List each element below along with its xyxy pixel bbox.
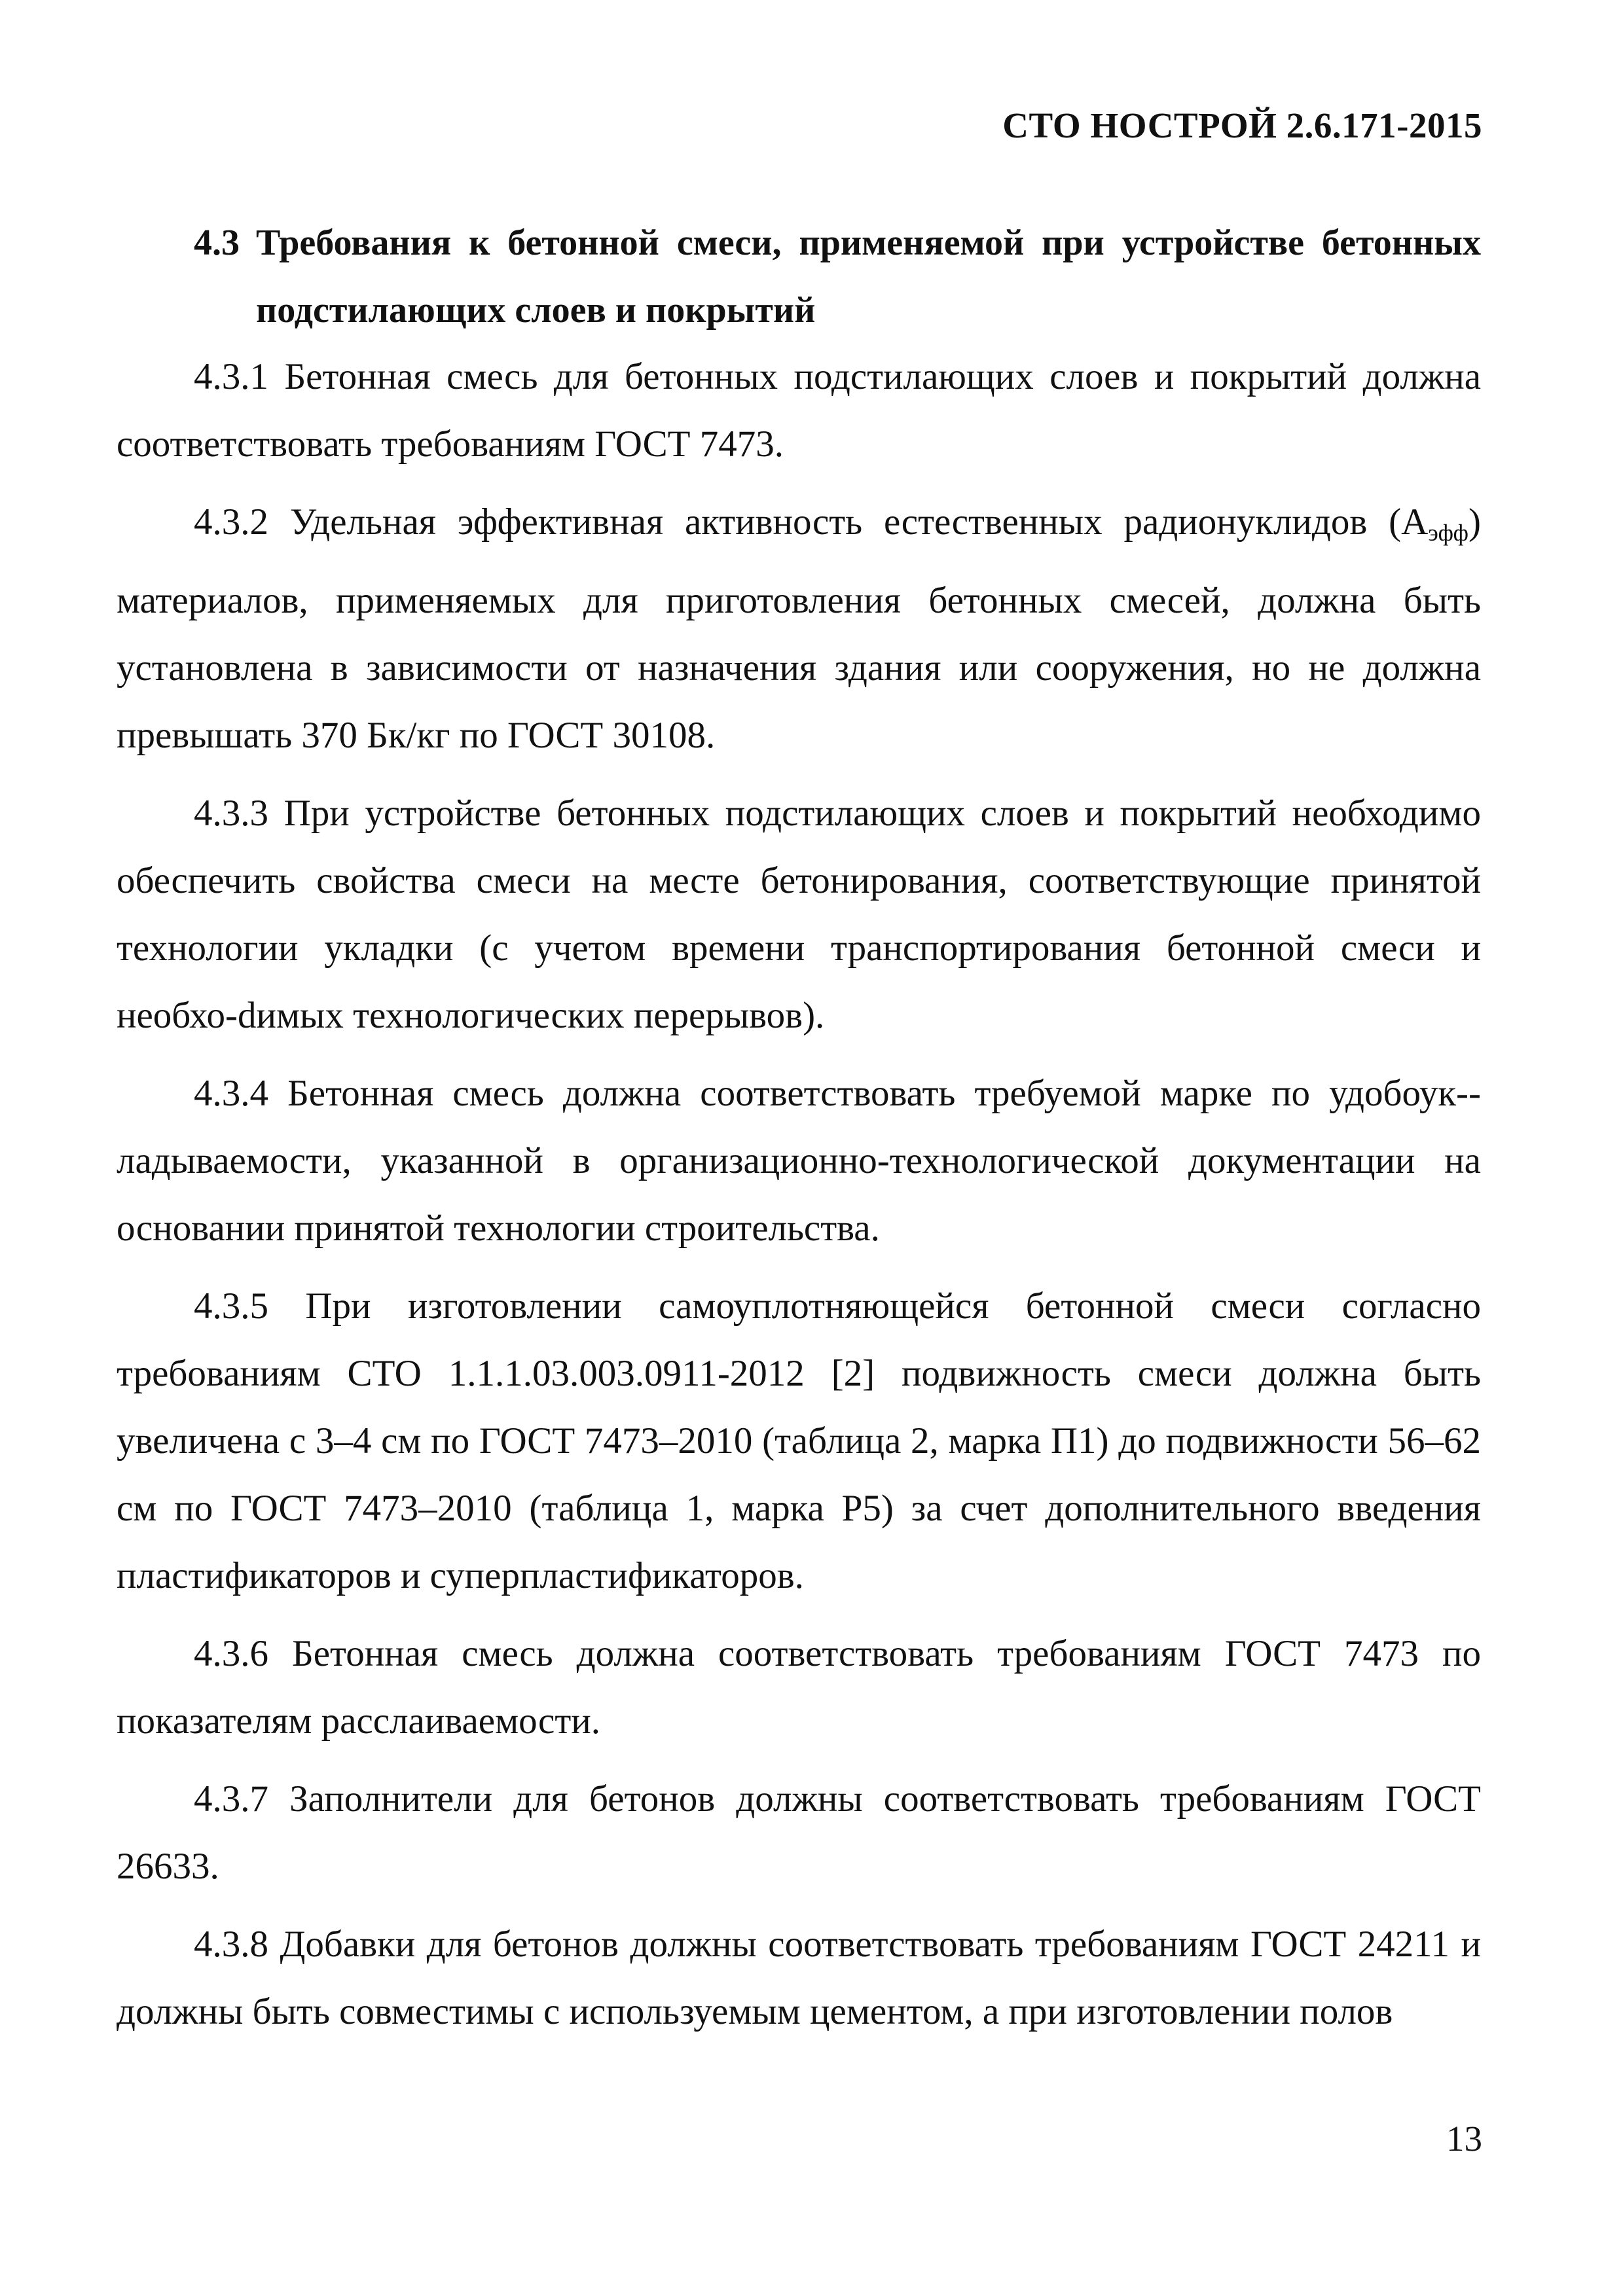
section-number: 4.3 (194, 223, 240, 263)
paragraph-4-3-4: 4.3.4 Бетонная смесь должна соответствовать требуемой марке по удобоук-ладываемости, указанной в организационно-технологической документации на основании принятой технологии строительства. (117, 1073, 1481, 1249)
paragraph-4-3-6: 4.3.6 Бетонная смесь должна соответствовать требованиям ГОСТ 7473 по показателям расслаиваемости. (117, 1633, 1481, 1742)
paragraph-4-3-8: 4.3.8 Добавки для бетонов должны соответствовать требованиям ГОСТ 24211 и должны быть совместимы с используемым цементом, а при изготовлении полов (117, 1924, 1481, 2032)
subscript-eff: эфф (1428, 520, 1469, 546)
body-text (117, 343, 1481, 2056)
section-heading (194, 209, 1481, 344)
page-number: 13 (1446, 2119, 1482, 2159)
paragraph-4-3-2 (117, 488, 1481, 769)
paragraph-4-3-2-end: ) материалов, применяемых для приготовления бетонных смесей, должна быть установлена в зависимости от назначения здания или сооружения, но не должна превышать 370 Бк/кг по ГОСТ 30108. (117, 501, 1481, 756)
paragraph-4-3-2-start: 4.3.2 Удельная эффективная активность естественных радионуклидов (А (194, 501, 1429, 543)
section-title: Требования к бетонной смеси, применяемой при устройстве бетонных подстилающих слоев и покрытий (256, 223, 1481, 331)
paragraph-4-3-5: 4.3.5 При изготовлении самоуплотняющейся бетонной смеси согласно требованиям СТО 1.1.1.03.003.0911-2012 [2] подвижность смеси должна быть увеличена с 3–4 см по ГОСТ 7473–2010 (таблица 2, марка П1) до подвижности 56–62 см по ГОСТ 7473–2010 (таблица 1, марка Р5) за счет дополнительного введения пластификаторов и суперпластификаторов. (117, 1285, 1481, 1596)
document-code-header: СТО НОСТРОЙ 2.6.171-2015 (1002, 105, 1482, 145)
paragraph-4-3-3: 4.3.3 При устройстве бетонных подстилающих слоев и покрытий необходимо обеспечить свойства смеси на месте бетонирования, соответствующие принятой технологии укладки (с учетом времени транспортирования бетонной смеси и необхо-dимых технологических перерывов). (117, 793, 1481, 1036)
paragraph-4-3-1: 4.3.1 Бетонная смесь для бетонных подстилающих слоев и покрытий должна соответствовать требованиям ГОСТ 7473. (117, 356, 1481, 465)
paragraph-4-3-7: 4.3.7 Заполнители для бетонов должны соответствовать требованиям ГОСТ 26633. (117, 1778, 1481, 1887)
